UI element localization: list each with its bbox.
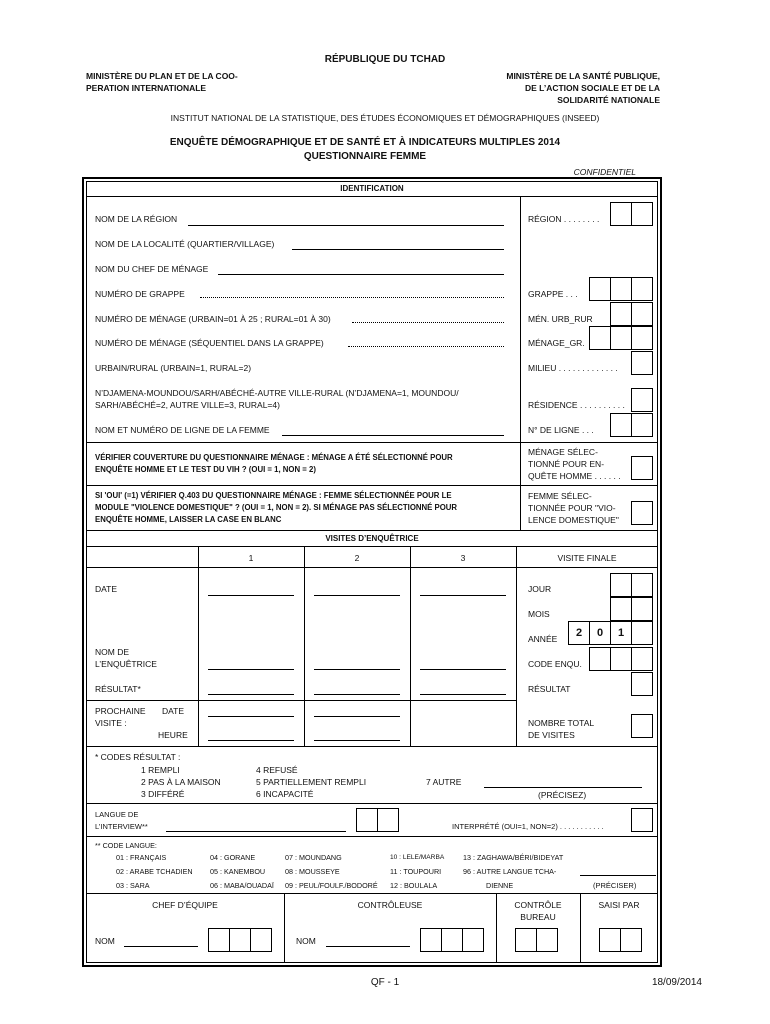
- divider: [410, 546, 411, 746]
- divider: [520, 196, 521, 442]
- visit1-date-input[interactable]: [208, 595, 294, 596]
- chief-code-box[interactable]: [208, 928, 230, 952]
- hh-gr-box[interactable]: [589, 326, 611, 350]
- result-code-3: 3 DIFFÉRÉ: [141, 789, 185, 799]
- divider: [86, 567, 658, 568]
- year-digit-2: 0: [589, 621, 611, 645]
- month-box[interactable]: [610, 597, 632, 621]
- leader-dots: [352, 322, 504, 323]
- interviewer-code-box[interactable]: [610, 647, 632, 671]
- locality-input[interactable]: [292, 249, 504, 250]
- interpreter-label: INTERPRÉTÉ (OUI=1, NON=2) . . . . . . . . . . .: [452, 822, 604, 831]
- selected-men-line2: TIONNÉ POUR EN-: [528, 459, 605, 469]
- left-ministry-line1: MINISTÈRE DU PLAN ET DE LA COO-: [86, 71, 238, 81]
- region-code-label: RÉGION . . . . . . . .: [528, 214, 600, 224]
- line-number-label: N° DE LIGNE . . .: [528, 425, 594, 435]
- interviewer-line1: NOM DE: [95, 647, 129, 657]
- controller-code-box[interactable]: [462, 928, 484, 952]
- visit-col-3: 3: [460, 553, 466, 563]
- hh-gr-label: MÉNAGE_GR.: [528, 338, 585, 348]
- residence-line2: SARH/ABÉCHÉ=2, AUTRE VILLE=3, RURAL=4): [95, 400, 280, 410]
- cluster-box[interactable]: [631, 277, 653, 301]
- language-code-96b: DIENNE: [486, 881, 514, 890]
- result-code-4: 4 REFUSÉ: [256, 765, 298, 775]
- institute-name: INSTITUT NATIONAL DE LA STATISTIQUE, DES ÉTUDES ÉCONOMIQUES ET DÉMOGRAPHIQUES (INSEED): [170, 113, 600, 123]
- region-box[interactable]: [610, 202, 632, 226]
- leader-dots: [200, 297, 504, 298]
- language-label-line2: L’INTERVIEW**: [95, 822, 148, 831]
- entered-by-label: SAISI PAR: [598, 900, 640, 910]
- language-codes-title: ** CODE LANGUE:: [95, 841, 157, 850]
- year-digit-1: 2: [568, 621, 590, 645]
- residence-box[interactable]: [631, 388, 653, 412]
- office-code-box[interactable]: [515, 928, 537, 952]
- leader-dots: [348, 346, 504, 347]
- language-label-line1: LANGUE DE: [95, 810, 139, 819]
- interpreter-box[interactable]: [631, 808, 653, 832]
- language-code-96a: 96 : AUTRE LANGUE TCHA-: [463, 867, 557, 876]
- hh-urb-rur-box[interactable]: [631, 302, 653, 326]
- cluster-box[interactable]: [589, 277, 611, 301]
- final-result-box[interactable]: [631, 672, 653, 696]
- milieu-label: MILIEU . . . . . . . . . . . . .: [528, 363, 618, 373]
- office-code-box[interactable]: [536, 928, 558, 952]
- selected-dv-line3: LENCE DOMESTIQUE": [528, 515, 619, 525]
- visit2-next-date-input[interactable]: [314, 716, 400, 717]
- left-ministry-line2: PERATION INTERNATIONALE: [86, 83, 207, 93]
- next-hour-label: HEURE: [158, 730, 188, 740]
- right-ministry-line1: MINISTÈRE DE LA SANTÉ PUBLIQUE,: [506, 71, 660, 81]
- household-number-label: NUMÉRO DE MÉNAGE (URBAIN=01 À 25 ; RURAL=01 À 30): [95, 314, 331, 324]
- residence-code-label: RÉSIDENCE . . . . . . . . . .: [528, 400, 625, 410]
- language-code-03: 03 : SARA: [116, 881, 150, 890]
- selected-dv-line2: TIONNÉE POUR "VIO-: [528, 503, 616, 513]
- page-date: 18/09/2014: [651, 977, 702, 988]
- language-box[interactable]: [356, 808, 378, 832]
- language-code-08: 08 : MOUSSEYE: [285, 867, 340, 876]
- language-code-13: 13 : ZAGHAWA/BÉRI/BIDEYAT: [463, 853, 564, 862]
- right-ministry-line2: DE L’ACTION SOCIALE ET DE LA: [524, 83, 660, 93]
- result-code-2: 2 PAS À LA MAISON: [141, 777, 221, 787]
- visit2-date-input[interactable]: [314, 595, 400, 596]
- check-dv-line3: ENQUÊTE HOMME, LAISSER LA CASE EN BLANC: [95, 515, 282, 524]
- hh-gr-box[interactable]: [631, 326, 653, 350]
- survey-title: ENQUÊTE DÉMOGRAPHIQUE ET DE SANTÉ ET À INDICATEURS MULTIPLES 2014: [169, 137, 561, 148]
- divider: [198, 546, 199, 746]
- cluster-label: NUMÉRO DE GRAPPE: [95, 289, 185, 299]
- questionnaire-title: QUESTIONNAIRE FEMME: [303, 151, 427, 162]
- visit1-result-input[interactable]: [208, 694, 294, 695]
- controller-code-box[interactable]: [441, 928, 463, 952]
- visit-col-2: 2: [354, 553, 360, 563]
- date-label: DATE: [95, 584, 118, 594]
- selected-dv-line1: FEMME SÉLEC-: [528, 491, 592, 501]
- result-code-7: 7 AUTRE: [426, 777, 462, 787]
- other-result-input[interactable]: [484, 787, 642, 788]
- interviewer-code-box[interactable]: [589, 647, 611, 671]
- result-label: RÉSULTAT*: [95, 684, 141, 694]
- locality-label: NOM DE LA LOCALITÉ (QUARTIER/VILLAGE): [95, 239, 275, 249]
- line-number-box[interactable]: [631, 413, 653, 437]
- right-ministry-line3: SOLIDARITÉ NATIONALE: [557, 95, 660, 105]
- region-box[interactable]: [631, 202, 653, 226]
- controller-code-box[interactable]: [420, 928, 442, 952]
- total-visits-box[interactable]: [631, 714, 653, 738]
- check-dv-line2: MODULE "VIOLENCE DOMESTIQUE" ? (OUI = 1, NON = 2). SI MÉNAGE PAS SÉLECTIONNÉ POUR: [95, 503, 458, 512]
- visit-col-1: 1: [248, 553, 254, 563]
- selected-dv-box[interactable]: [631, 501, 653, 525]
- household-head-label: NOM DU CHEF DE MÉNAGE: [95, 264, 209, 274]
- interviewer-code-box[interactable]: [631, 647, 653, 671]
- total-visits-line2: DE VISITES: [528, 730, 575, 740]
- language-code-11: 11 : TOUPOURI: [390, 867, 442, 876]
- language-code-01: 01 : FRANÇAIS: [116, 853, 167, 862]
- divider: [520, 442, 521, 530]
- visits-title: VISITES D’ENQUÊTRICE: [325, 534, 419, 543]
- hh-urb-rur-box[interactable]: [610, 302, 632, 326]
- language-input[interactable]: [166, 831, 346, 832]
- divider: [86, 485, 658, 486]
- controller-name-label: NOM: [296, 936, 316, 946]
- visit3-date-input[interactable]: [420, 595, 506, 596]
- region-input[interactable]: [188, 225, 504, 226]
- check-men-line1: VÉRIFIER COUVERTURE DU QUESTIONNAIRE MÉNAGE : MÉNAGE A ÉTÉ SÉLECTIONNÉ POUR: [95, 453, 453, 462]
- specify-label: (PRÉCISEZ): [538, 790, 587, 800]
- visit1-interviewer-input[interactable]: [208, 669, 294, 670]
- language-code-07: 07 : MOUNDANG: [285, 853, 342, 862]
- total-visits-line1: NOMBRE TOTAL: [528, 718, 595, 728]
- divider: [86, 836, 658, 837]
- entered-code-box[interactable]: [620, 928, 642, 952]
- chief-name-label: NOM: [95, 936, 115, 946]
- office-control-line1: CONTRÔLE: [514, 900, 562, 910]
- year-box[interactable]: [631, 621, 653, 645]
- controller-label: CONTRÔLEUSE: [357, 900, 423, 910]
- next-visit-line2: VISITE :: [95, 718, 127, 728]
- cluster-box[interactable]: [610, 277, 632, 301]
- day-label: JOUR: [528, 584, 552, 594]
- visit2-result-input[interactable]: [314, 694, 400, 695]
- year-label: ANNÉE: [528, 634, 558, 644]
- divider: [86, 746, 658, 747]
- result-codes-title: * CODES RÉSULTAT :: [95, 752, 181, 762]
- visit2-next-hour-input[interactable]: [314, 740, 400, 741]
- chief-code-box[interactable]: [250, 928, 272, 952]
- confidential-label: CONFIDENTIEL: [573, 167, 636, 177]
- visit1-next-date-input[interactable]: [208, 716, 294, 717]
- interviewer-line2: L’ENQUÊTRICE: [95, 659, 157, 669]
- entered-code-box[interactable]: [599, 928, 621, 952]
- divider: [86, 442, 658, 443]
- visit2-interviewer-input[interactable]: [314, 669, 400, 670]
- divider: [86, 196, 658, 197]
- woman-name-input[interactable]: [282, 435, 504, 436]
- visit3-result-input[interactable]: [420, 694, 506, 695]
- residence-line1: N’DJAMENA-MOUNDOU/SARH/ABÉCHÉ-AUTRE VILLE-RURAL (N’DJAMENA=1, MOUNDOU/: [95, 388, 459, 398]
- office-control-line2: BUREAU: [520, 912, 556, 922]
- divider: [86, 546, 658, 547]
- region-label: NOM DE LA RÉGION: [95, 214, 178, 224]
- divider: [516, 546, 517, 746]
- selected-men-line1: MÉNAGE SÉLEC-: [528, 447, 598, 457]
- team-chief-label: CHEF D’ÉQUIPE: [152, 900, 218, 910]
- month-box[interactable]: [631, 597, 653, 621]
- result-code-1: 1 REMPLI: [141, 765, 180, 775]
- divider: [304, 546, 305, 746]
- divider: [86, 700, 516, 701]
- day-box[interactable]: [610, 573, 632, 597]
- language-code-04: 04 : GORANE: [210, 853, 256, 862]
- divider: [86, 530, 658, 531]
- chief-code-box[interactable]: [229, 928, 251, 952]
- chief-name-input[interactable]: [124, 946, 198, 947]
- household-head-input[interactable]: [218, 274, 504, 275]
- language-code-05: 05 : KANEMBOU: [210, 867, 266, 876]
- language-code-12: 12 : BOULALA: [390, 881, 438, 890]
- milieu-box[interactable]: [631, 351, 653, 375]
- controller-name-input[interactable]: [326, 946, 410, 947]
- other-language-input[interactable]: [580, 875, 656, 876]
- language-specify: (PRÉCISER): [593, 881, 637, 890]
- next-date-label: DATE: [162, 706, 185, 716]
- next-visit-line1: PROCHAINE: [95, 706, 146, 716]
- page-number: QF - 1: [370, 977, 400, 988]
- final-result-label: RÉSULTAT: [528, 684, 571, 694]
- check-dv-line1: SI 'OUI' (=1) VÉRIFIER Q.403 DU QUESTIONNAIRE MÉNAGE : FEMME SÉLECTIONNÉE POUR LE: [95, 491, 452, 500]
- language-code-02: 02 : ARABE TCHADIEN: [116, 867, 193, 876]
- woman-name-label: NOM ET NUMÉRO DE LIGNE DE LA FEMME: [95, 425, 270, 435]
- day-box[interactable]: [631, 573, 653, 597]
- result-code-6: 6 INCAPACITÉ: [256, 789, 314, 799]
- divider: [86, 803, 658, 804]
- hh-gr-box[interactable]: [610, 326, 632, 350]
- divider: [86, 893, 658, 894]
- selected-men-line3: QUÊTE HOMME . . . . . .: [528, 471, 621, 481]
- selected-men-box[interactable]: [631, 456, 653, 480]
- language-code-06: 06 : MABA/OUADAÏ: [210, 881, 274, 890]
- visit1-next-hour-input[interactable]: [208, 740, 294, 741]
- household-seq-label: NUMÉRO DE MÉNAGE (SÉQUENTIEL DANS LA GRAPPE): [95, 338, 324, 348]
- language-code-09: 09 : PEUL/FOULF./BODORÉ: [285, 881, 378, 890]
- language-box[interactable]: [377, 808, 399, 832]
- check-men-line2: ENQUÊTE HOMME ET LE TEST DU VIH ? (OUI = 1, NON = 2): [95, 465, 316, 474]
- hh-urb-rur-label: MÉN. URB_RUR: [528, 314, 593, 324]
- interviewer-code-label: CODE ENQU.: [528, 659, 582, 669]
- month-label: MOIS: [528, 609, 550, 619]
- urban-rural-label: URBAIN/RURAL (URBAIN=1, RURAL=2): [95, 363, 252, 373]
- visit3-interviewer-input[interactable]: [420, 669, 506, 670]
- language-code-10: 10 : LELE/MARBA: [390, 854, 445, 861]
- year-digit-3: 1: [610, 621, 632, 645]
- result-code-5: 5 PARTIELLEMENT REMPLI: [256, 777, 367, 787]
- visit-final-col: VISITE FINALE: [557, 553, 617, 563]
- identification-title: IDENTIFICATION: [340, 184, 404, 193]
- republic-title: RÉPUBLIQUE DU TCHAD: [324, 54, 446, 65]
- line-number-box[interactable]: [610, 413, 632, 437]
- cluster-code-label: GRAPPE . . .: [528, 289, 578, 299]
